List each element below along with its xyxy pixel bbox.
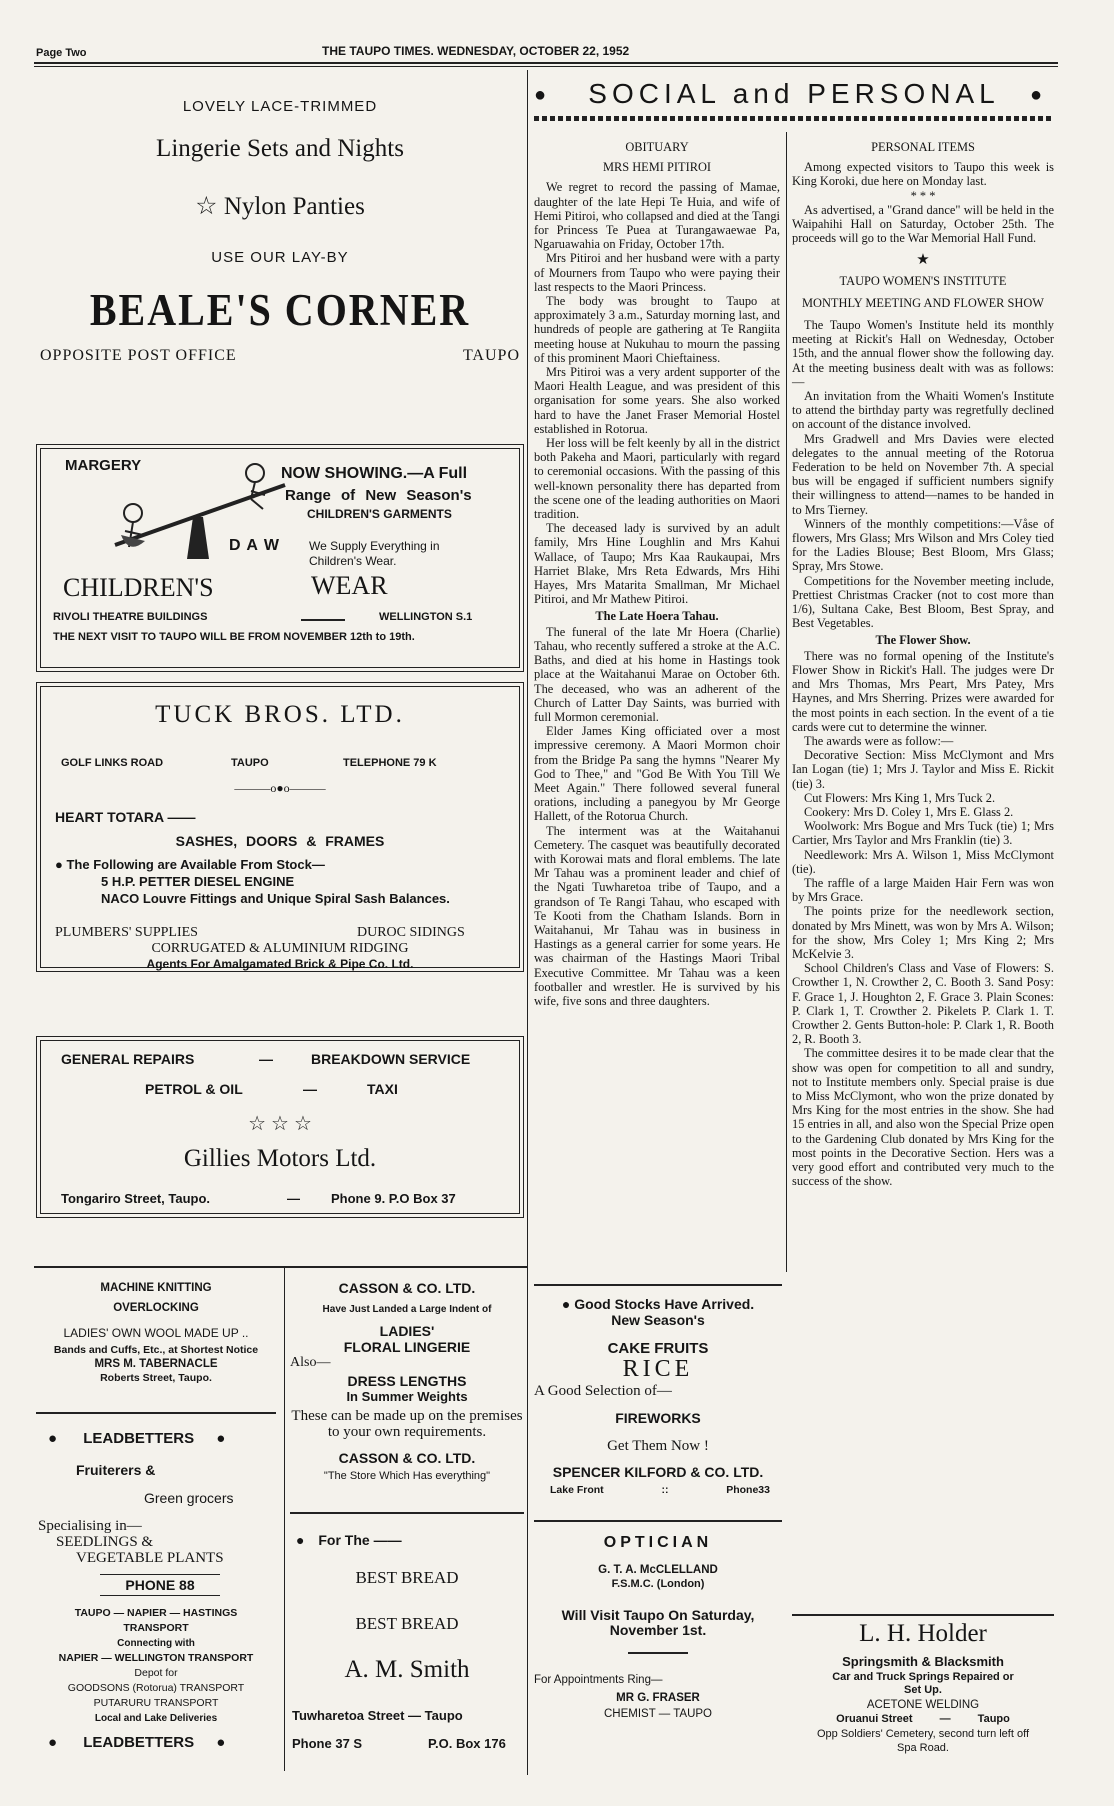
smith-name: A. M. Smith — [344, 1656, 470, 1683]
tuck-name: TUCK BROS. LTD. — [155, 701, 405, 728]
tuck-plumbers: PLUMBERS' SUPPLIES — [55, 925, 198, 940]
gillies-dash-3: — — [287, 1191, 300, 1206]
flower-para-7: Needlework: Mrs A. Wilson 1, Miss McClymont (tie). — [792, 847, 1054, 876]
transport-advert — [36, 1606, 276, 1726]
smith-bread-2: BEST BREAD — [355, 1614, 459, 1633]
casson-landed: Have Just Landed a Large Indent of — [322, 1304, 492, 1315]
casson-name: CASSON & CO. LTD. — [338, 1280, 476, 1296]
smith-street: Tuwharetoa Street — Taupo — [292, 1708, 463, 1723]
beale-name: BEALE'S CORNER — [89, 283, 471, 336]
gillies-dash-2: — — [303, 1081, 317, 1097]
knitting-line2: OVERLOCKING — [113, 1302, 199, 1314]
beale-line3: ☆ Nylon Panties — [195, 193, 365, 220]
optician-title: OPTICIAN — [603, 1534, 713, 1551]
tahau-para-2: Elder James King officiated over a most impressive ceremony. A Maori Mormon choir from the Bridge Pa sang the hymns "Nearer My God to Thee," and "God Be With You Till We Meet Again." There followed several funeral orations, including a panegyou by Mr George Hallett, of the Rotorua Church. — [534, 724, 780, 824]
optician-rule — [534, 1520, 782, 1522]
leadbetters-special: Specialising in— — [38, 1518, 142, 1534]
flower-para-4: Cut Flowers: Mrs King 1, Mrs Tuck 2. — [804, 790, 996, 805]
personal-para-2: As advertised, a "Grand dance" will be held in the Waipahihi Hall on Saturday, October 25th. The proceeds will go to the War Memorial Hall Fund. — [792, 202, 1054, 246]
casson-advert — [290, 1280, 524, 1482]
margery-supply: We Supply Everything in Children's Wear. — [309, 539, 440, 568]
gillies-taxi: TAXI — [367, 1081, 398, 1097]
gillies-street: Tongariro Street, Taupo. — [61, 1191, 211, 1206]
tuck-sashes: SASHES, DOORS & FRAMES — [175, 833, 385, 849]
personal-column — [792, 136, 1054, 1188]
spencer-phone: Phone33 — [726, 1484, 770, 1496]
flower-para-9: The points prize for the needlework section, donated by Mrs Minett, was won by Mrs A. Wilson; for the show, Mrs Coley 1; Mrs King 2; Mrs McKelvie 3. — [792, 904, 1054, 961]
leadbetters-fruit: Fruiterers & — [76, 1462, 156, 1478]
margery-visit: THE NEXT VISIT TO TAUPO WILL BE FROM NOVEMBER 12th to 19th. — [53, 631, 415, 643]
holder-opp: Opp Soldiers' Cemetery, second turn left off Spa Road. — [816, 1728, 1030, 1754]
ads-divider — [284, 1266, 285, 1771]
gillies-advert — [40, 1040, 520, 1214]
casson-dress: DRESS LENGTHS — [347, 1373, 467, 1389]
tahau-heading: The Late Hoera Tahau. — [595, 608, 719, 623]
obit-para-5: Her loss will be felt keenly by all in the district both Pakeha and Maori, particularly with regard to ceremonial occasions. With the passing of this well-known personality there has departed from the scene one of the leading authorities on Maori tradition. — [534, 436, 780, 522]
beale-loc-left: OPPOSITE POST OFFICE — [40, 347, 237, 364]
spencer-arrived-line — [534, 1296, 782, 1312]
leadbetters-green: Green grocers — [144, 1490, 234, 1506]
obit-para-2: Mrs Pitiroi and her husband were with a party of Mourners from Taupo who were paying their last respects to the Maori Princess. — [534, 251, 780, 294]
smith-for: For The —— — [318, 1532, 402, 1548]
knitting-line3: LADIES' OWN WOOL MADE UP .. — [63, 1326, 249, 1340]
holder-street: Oruanui Street — [836, 1713, 913, 1725]
smith-for-line — [296, 1532, 402, 1548]
margery-daw: D A W — [229, 537, 280, 554]
leadbetters-footer — [48, 1734, 272, 1751]
margery-childrens: CHILDREN'S — [63, 573, 214, 602]
obit-para-6: The deceased lady is survived by an adult family, Mrs Hine Loughlin and Mrs Kahui Wallace, of Taupo; Mrs Kaa Raukaupai, Mrs Harriet Blake, Mrs Reta Edwards, Mrs Hihi Hayes, Mrs Matarita Smallman, Mr Michael Pitiroi, and Mr Mathew Pitiroi. — [534, 521, 780, 607]
spencer-name: SPENCER KILFORD & CO. LTD. — [552, 1464, 764, 1480]
smith-bread-1: BEST BREAD — [355, 1568, 459, 1587]
tuck-advert — [40, 686, 520, 971]
bullet-icon: ● — [216, 1430, 226, 1447]
holder-cars: Car and Truck Springs Repaired or Set Up. — [832, 1671, 1014, 1696]
margery-city: WELLINGTON S.1 — [379, 611, 473, 623]
casson-store: "The Store Which Has everything" — [323, 1470, 491, 1482]
holder-name: L. H. Holder — [859, 1620, 987, 1647]
bullet-icon: ● — [216, 1734, 226, 1751]
flower-para-2: The awards were as follow:— — [804, 733, 954, 748]
beale-loc-right: TAUPO — [462, 347, 520, 364]
inst-para-4: Winners of the monthly competitions:—Våse of flowers, Mrs Glass; Mrs Wilson and Mrs Coley tied for the Ladies Blouse; Best Bloom, Mrs Glass; Spray, Mrs Stowe. — [792, 516, 1054, 574]
bullet-icon: ● — [1030, 84, 1043, 106]
optician-chemist: CHEMIST — TAUPO — [604, 1707, 712, 1720]
spencer-fireworks: FIREWORKS — [615, 1410, 701, 1426]
obituary-column — [534, 136, 780, 1008]
optician-short-rule — [628, 1652, 688, 1654]
margery-garments: CHILDREN'S GARMENTS — [307, 507, 452, 521]
holder-town: Taupo — [977, 1713, 1010, 1725]
social-heading-block — [534, 72, 1054, 118]
inst-para-5: Competitions for the November meeting include, Prettiest Christmas Cracker (not to cost more than 1/6), Sultana Cake, Best Bloom, Best Spray, and Best Vegetables. — [792, 573, 1054, 631]
inst-para-2: An invitation from the Whaiti Women's Institute to attend the birthday party was regretfully declined on account of the distance involved. — [792, 389, 1054, 432]
margery-rule — [301, 619, 345, 621]
leadbetters-heading — [48, 1430, 272, 1447]
tuck-totara: HEART TOTARA —— — [55, 809, 196, 825]
optician-qual: F.S.M.C. (London) — [611, 1578, 705, 1590]
leadbetters-veg: VEGETABLE PLANTS — [76, 1550, 224, 1566]
tuck-town: TAUPO — [231, 757, 269, 769]
beale-advert — [40, 98, 520, 365]
holder-address-line — [792, 1713, 1054, 1725]
holder-weld: ACETONE WELDING — [866, 1699, 980, 1711]
social-column-divider — [786, 132, 787, 1272]
obit-para-3: The body was brought to Taupo at approximately 3 a.m., Saturday morning last, and hundreds of people are gathering at Te Rangiita meeting house at Nukuhau to mourn the passing of this prominent Maori Chieftainess. — [534, 294, 780, 365]
casson-rule — [290, 1512, 524, 1514]
spencer-selection: A Good Selection of— — [534, 1383, 672, 1399]
tuck-corrugated: CORRUGATED & ALUMINIUM RIDGING — [151, 941, 409, 956]
gillies-stars: ☆ ☆ ☆ — [248, 1113, 312, 1135]
personal-heading: PERSONAL ITEMS — [871, 140, 975, 154]
tuck-naco: NACO Louvre Fittings and Unique Spiral Sash Balances. — [101, 891, 450, 906]
flower-show-heading: The Flower Show. — [875, 632, 971, 647]
obit-para-1: We regret to record the passing of Mamae, daughter of the late Hepi Te Huia, and wife of Hemi Pitiroi, who collapsed and died at the Tangi for Princess Te Puea at Turangawaewae Pa, Ngaruawahia on Friday, October 17th. — [534, 180, 780, 252]
masthead-title — [322, 44, 629, 58]
bullet-icon: ● — [561, 1296, 571, 1312]
gillies-repairs: GENERAL REPAIRS — [61, 1051, 195, 1067]
transport-line1: TAUPO — NAPIER — HASTINGS — [74, 1607, 238, 1619]
margery-brand: MARGERY — [65, 457, 142, 474]
spencer-rule — [534, 1284, 782, 1286]
flower-para-8: The raffle of a large Maiden Hair Fern was won by Mrs Grace. — [792, 875, 1054, 905]
bullet-icon: ● — [48, 1430, 58, 1447]
tuck-stock: The Following are Available From Stock— — [66, 857, 325, 872]
masthead-rule — [34, 62, 1058, 64]
tuck-engine: 5 H.P. PETTER DIESEL ENGINE — [101, 874, 295, 889]
tuck-road: GOLF LINKS ROAD — [61, 757, 164, 769]
casson-also: Also— — [290, 1355, 331, 1370]
personal-asterisks: * * * — [910, 188, 936, 203]
margery-wear: WEAR — [311, 571, 388, 600]
flower-para-5: Cookery: Mrs D. Coley 1, Mrs E. Glass 2. — [804, 804, 1014, 819]
leadbetters-seed: SEEDLINGS & — [56, 1534, 154, 1550]
spencer-arrived: Good Stocks Have Arrived. — [574, 1296, 755, 1312]
knitting-line5: MRS M. TABERNACLE — [94, 1358, 218, 1370]
flower-para-1: There was no formal opening of the Institute's Flower Show in Rickit's Hall. The judges were Dr and Mrs Thomas, Mrs Peart, Mrs Patey, Mrs Haynes, and Mrs Sherring. Prizes were awarded for the most points in each section. In the event of a tie cards were cut to determine the winner. — [792, 648, 1054, 734]
leadbetters-specialising — [38, 1518, 224, 1566]
spencer-rice: RICE — [622, 1356, 694, 1382]
tahau-para-1: The funeral of the late Mr Hoera (Charlie) Tahau, who recently suffered a stroke at the A.C. Baths, and died at his home in Hastings took place at the Waitahanui Marae on October 6th. The deceased, who was an adherent of the Church of Latter Day Saints, was burried with full Mormon ceremonial. — [534, 624, 780, 724]
obituary-heading: OBITUARY — [625, 140, 689, 154]
tuck-agents: Agents For Amalgamated Brick & Pipe Co. Ltd. — [146, 957, 414, 971]
tahau-para-3: The interment was at the Waitahanui Cemetery. The casquet was beautifully decorated with Korowai mats and floral emblems. The late Mr Tahau was a prominent leader and chief of the Ngati Tuwharetoa tribe of Taupo, and a grandson of Te Rangi Tahau, who escaped with Te Kooti from the Chatham Islands. Born in Waitahanui, Mr Tahau was in business in Hastings as a general carrier for some years. He was chairman of the Hastings Maori Tribal Executive Committee. Mr Tahau was a keen footballer and wrestler. He is survived by his wife, five sons and three daughters. — [534, 823, 780, 1008]
spencer-sep: :: — [661, 1484, 669, 1496]
spencer-advert — [534, 1296, 782, 1496]
casson-summer: In Summer Weights — [346, 1389, 468, 1404]
margery-showing: NOW SHOWING.—A Full — [281, 465, 468, 482]
institute-heading: TAUPO WOMEN'S INSTITUTE — [839, 273, 1007, 288]
flower-para-10: School Children's Class and Vase of Flowers: S. Crowther 1, N. Crowther 2, C. Booth 3. Sand Posy: F. Grace 1, J. Houghton 2, F. Grace 3. Plain Scones: P. Clark 1, T. Crowther 2. Pikelets P. Clark 1. T. Crowther 2. Gents Button-hole: P. Clark 1, R. Booth 2, R. Booth 3. — [792, 961, 1054, 1047]
paper-date: WEDNESDAY, OCTOBER 22, 1952 — [437, 44, 630, 58]
masthead-rule-2 — [34, 66, 1058, 67]
holder-trade: Springsmith & Blacksmith — [842, 1654, 1004, 1669]
holder-advert — [792, 1620, 1054, 1755]
optician-name: G. T. A. McCLELLAND — [598, 1564, 718, 1576]
transport-line4: NAPIER — WELLINGTON TRANSPORT — [58, 1652, 254, 1664]
personal-para-1: Among expected visitors to Taupo this week is King Koroki, due here on Monday last. — [792, 160, 1054, 189]
bullet-icon: ● — [55, 857, 67, 872]
tuck-stock-line — [55, 857, 325, 872]
beale-line1: LOVELY LACE-TRIMMED — [182, 98, 378, 115]
spencer-cake: CAKE FRUITS — [607, 1340, 709, 1357]
spencer-season: New Season's — [611, 1312, 705, 1328]
ads-rule — [34, 1266, 528, 1268]
gillies-phone: Phone 9. P.O Box 37 — [331, 1191, 456, 1206]
leadbetters-name: LEADBETTERS — [83, 1430, 195, 1447]
tuck-phone: TELEPHONE 79 K — [343, 757, 437, 769]
casson-made: These can be made up on the premises to your own requirements. — [291, 1408, 523, 1440]
holder-rule — [792, 1614, 1054, 1616]
margery-range: Range of New Season's — [285, 487, 472, 504]
obituary-subheading: MRS HEMI PITIROI — [602, 160, 712, 175]
column-divider — [527, 70, 528, 1775]
optician-advert — [534, 1534, 782, 1720]
transport-line6: GOODSONS (Rotorua) TRANSPORT — [67, 1682, 245, 1694]
gillies-petrol: PETROL & OIL — [145, 1081, 243, 1097]
bullet-icon: ● — [48, 1734, 58, 1751]
bullet-icon: ● — [534, 84, 547, 106]
gillies-breakdown: BREAKDOWN SERVICE — [311, 1051, 471, 1067]
optician-fraser: MR G. FRASER — [616, 1691, 700, 1704]
inst-para-3: Mrs Gradwell and Mrs Davies were elected delegates to the annual meeting of the Rotorua Federation to be held on November 7th. A special bus will be engaged if sufficient numbers signify their willingness to attend—names to be handed in to Mrs Tierney. — [792, 431, 1054, 517]
flower-para-11: The committee desires it to be made clear that the show was open for competition to all and sundry, not to Institute members only. Special praise is due to Miss McClymont, who won the prize donated by Mrs King for the most entries in the show. She had 15 entries in all, and also won the Special Prize open to the Gardening Club donated by Mrs King for the most points in the Decorative Section. Hers was a very good effort and contributed very much to the success of the show. — [792, 1046, 1054, 1189]
gillies-name: Gillies Motors Ltd. — [183, 1145, 377, 1172]
institute-subheading: MONTHLY MEETING AND FLOWER SHOW — [802, 295, 1044, 310]
beale-location — [40, 347, 520, 365]
casson-floral: FLORAL LINGERIE — [343, 1339, 471, 1355]
transport-line3: Connecting with — [117, 1638, 195, 1649]
spencer-front: Lake Front — [550, 1484, 604, 1496]
flower-para-3: Decorative Section: Miss McClymont and Mrs Ian Logan (tie) 1; Mrs J. Taylor and Miss E. Rickit (tie) 3. — [792, 748, 1054, 791]
optician-visit: Will Visit Taupo On Saturday, November 1st. — [561, 1607, 755, 1638]
social-hatched-rule — [534, 116, 1054, 121]
leadbetters-name-2: LEADBETTERS — [83, 1734, 195, 1751]
paper-name: THE TAUPO TIMES. — [322, 44, 434, 58]
knitting-line4: Bands and Cuffs, Etc., at Shortest Notice — [53, 1344, 259, 1356]
knitting-line1: MACHINE KNITTING — [100, 1282, 212, 1294]
gillies-dash-1: — — [259, 1051, 273, 1067]
page-number: Page Two — [36, 47, 87, 59]
holder-dash: — — [939, 1713, 951, 1725]
beale-line2: Lingerie Sets and Nights — [156, 135, 404, 162]
flower-para-6: Woolwork: Mrs Bogue and Mrs Tuck (tie) 1; Mrs Cartier, Mrs Taylor and Mrs Franklin (tie) 3. — [792, 819, 1054, 848]
leadbetters-phone: PHONE 88 — [100, 1574, 220, 1596]
margery-address: RIVOLI THEATRE BUILDINGS — [53, 611, 208, 623]
seesaw-children-icon — [105, 455, 295, 575]
beale-layby: USE OUR LAY-BY — [211, 249, 349, 266]
inst-para-1: The Taupo Women's Institute held its monthly meeting at Rickit's Hall on Wednesday, October 15th, and the annual flower show the following day. At the meeting business dealt with was as follows:— — [792, 318, 1054, 389]
tuck-ornament: ———o●o——— — [234, 781, 326, 795]
transport-line5: Depot for — [134, 1667, 178, 1679]
spencer-contact — [534, 1484, 782, 1496]
smith-box: P.O. Box 176 — [428, 1736, 506, 1751]
transport-line2: TRANSPORT — [123, 1622, 189, 1634]
social-heading: SOCIAL and PERSONAL — [588, 78, 1000, 109]
transport-line8: Local and Lake Deliveries — [94, 1713, 218, 1724]
casson-name-2: CASSON & CO. LTD. — [338, 1450, 476, 1466]
tuck-duroc: DUROC SIDINGS — [357, 925, 465, 940]
knitting-rule — [36, 1412, 276, 1414]
knitting-line6: Roberts Street, Taupo. — [100, 1372, 212, 1384]
spencer-get: Get Them Now ! — [607, 1438, 709, 1454]
margery-advert — [40, 448, 520, 668]
obit-para-4: Mrs Pitiroi was a very ardent supporter of the Maori Health League, and was president of this organisation for some years. She also worked hard to have the Janet Fraser Memorial Hostel established in Rotorua. — [534, 365, 780, 436]
star-icon: ★ — [916, 252, 930, 269]
casson-ladies: LADIES' — [379, 1323, 435, 1339]
optician-appt: For Appointments Ring— — [534, 1673, 663, 1686]
knitting-advert — [36, 1282, 276, 1384]
bullet-icon: ● — [296, 1532, 305, 1548]
transport-line7: PUTARURU TRANSPORT — [93, 1697, 219, 1709]
smith-phone: Phone 37 S — [292, 1736, 363, 1751]
